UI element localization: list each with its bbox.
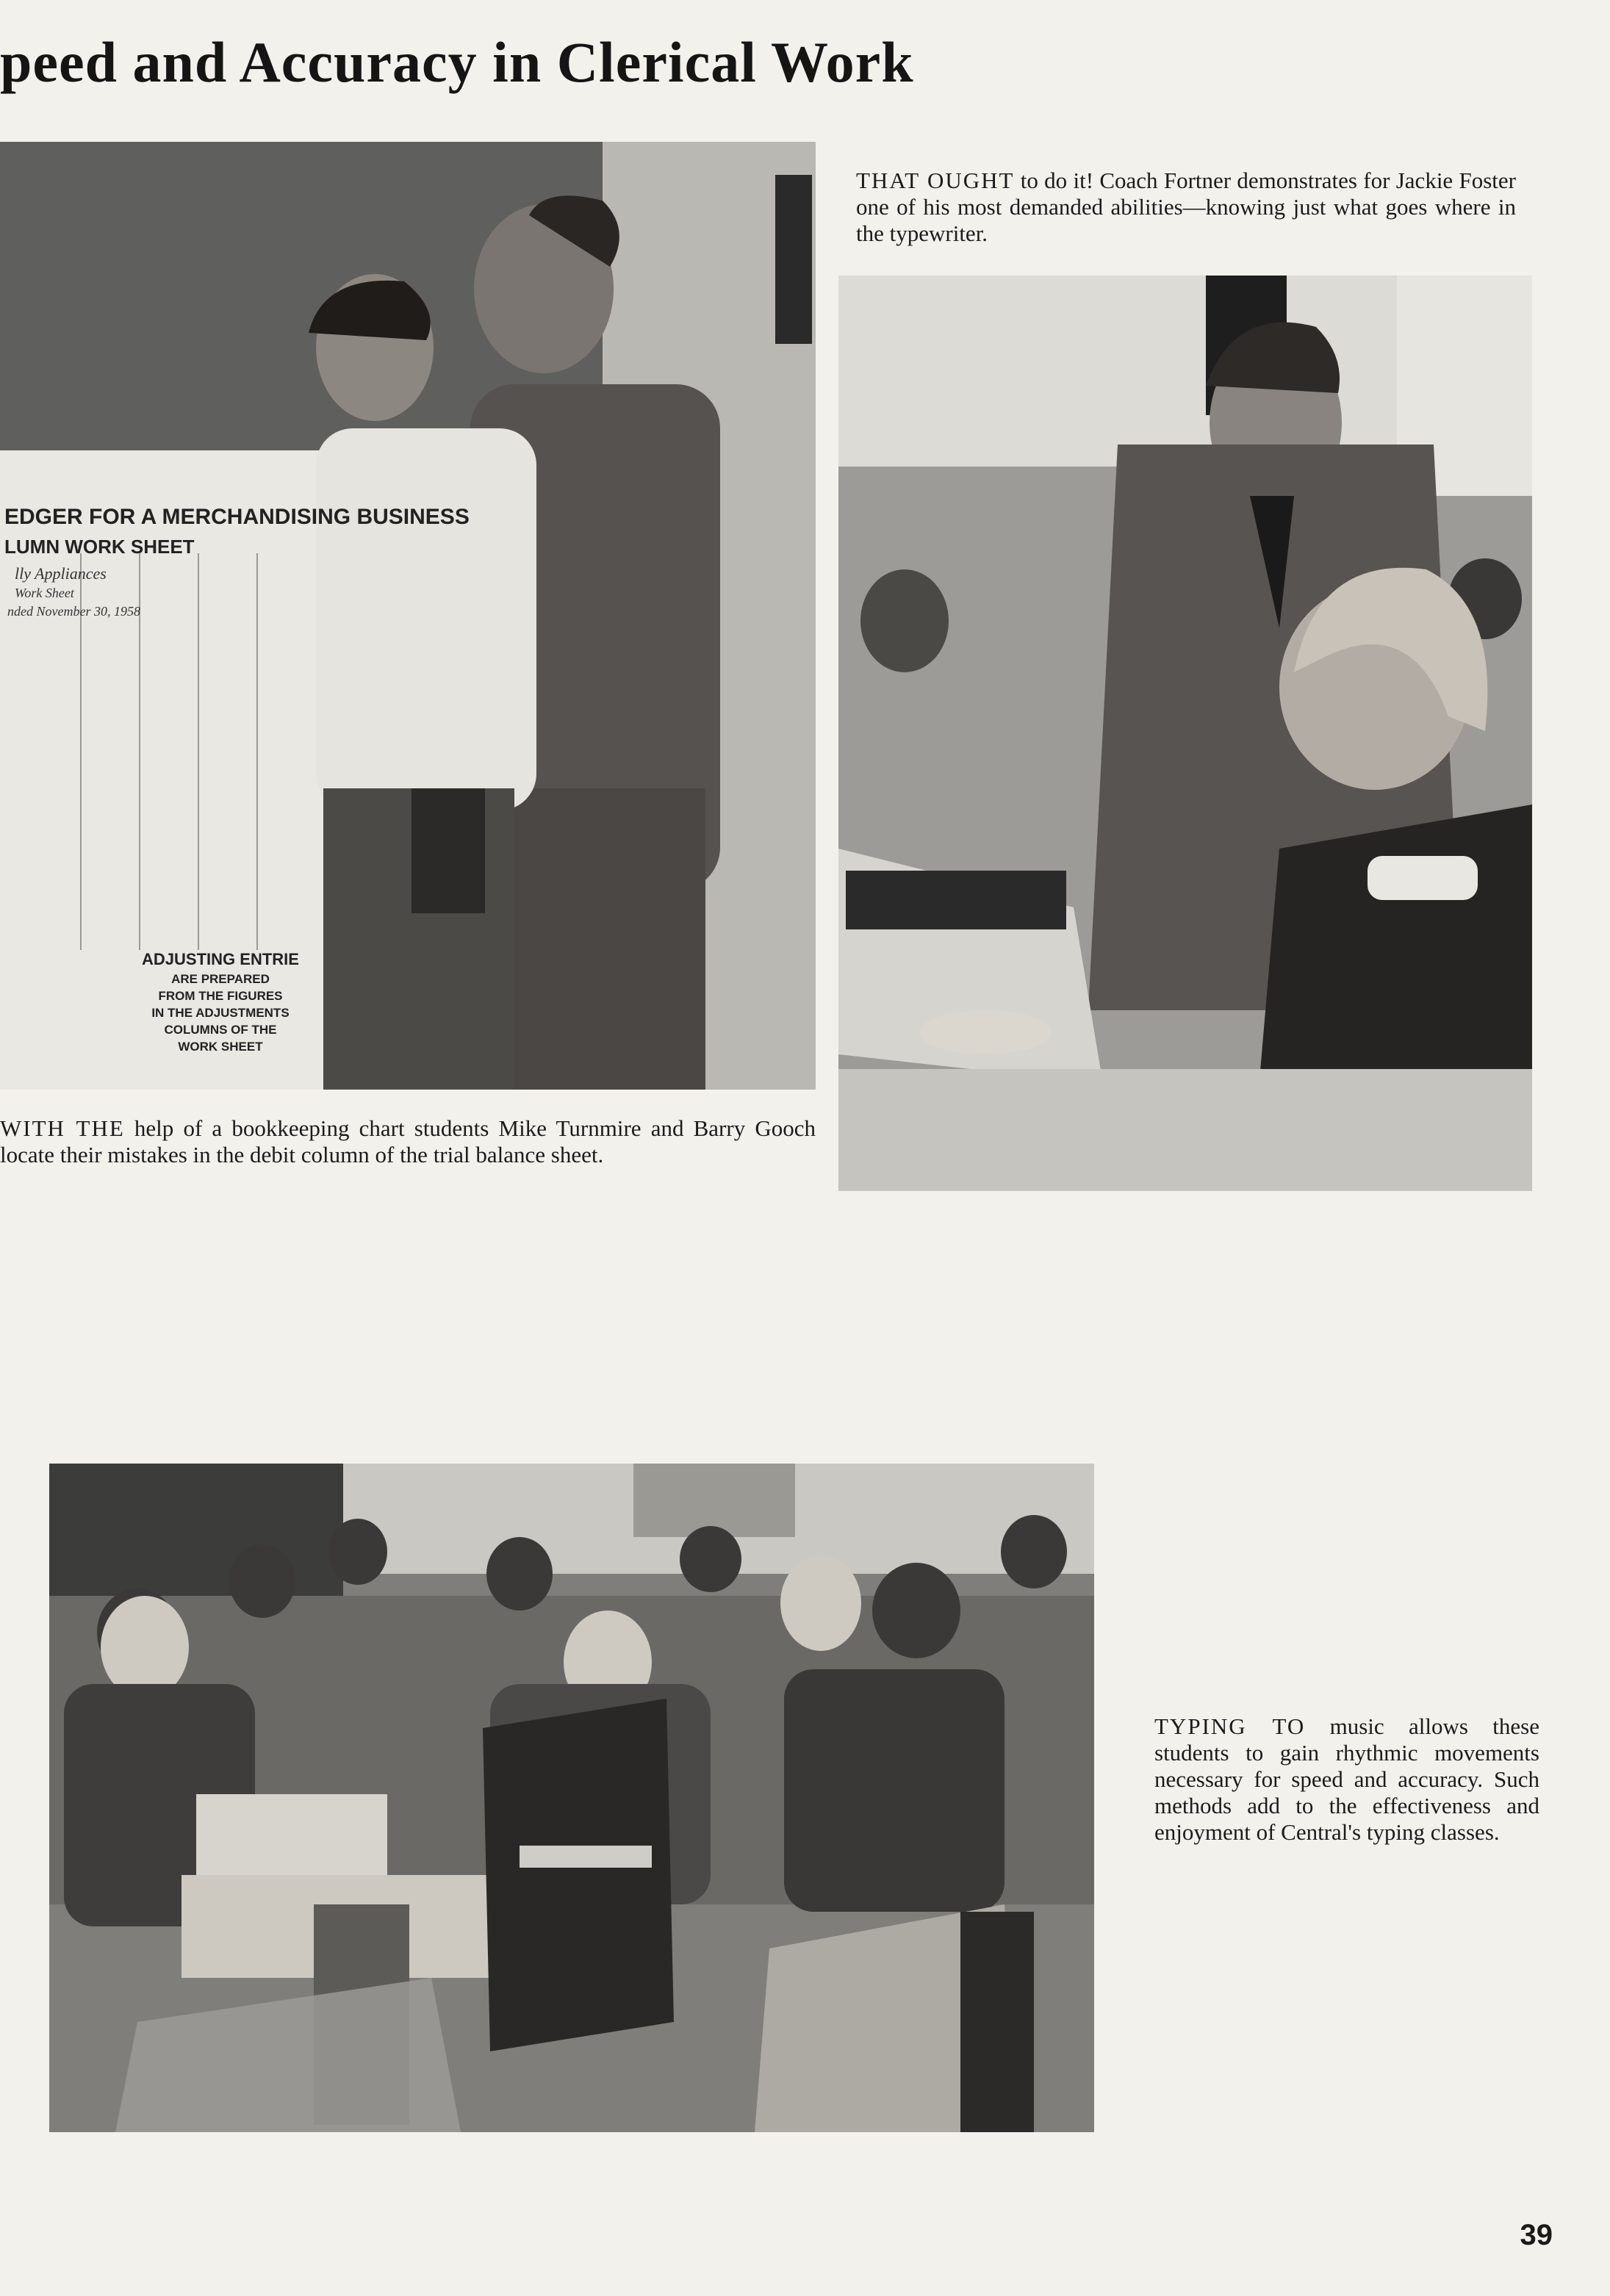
caption-typewriter-lead: THAT OUGHT — [856, 168, 1015, 193]
page-headline: peed and Accuracy in Clerical Work — [0, 30, 914, 94]
poster-adjusting-2: ARE PREPARED — [171, 972, 270, 986]
caption-bookkeeping — [0, 1115, 816, 1168]
photo-typewriter-demonstration — [838, 276, 1532, 1191]
poster-sheet: Work Sheet — [15, 586, 74, 600]
poster-subtitle: LUMN WORK SHEET — [4, 536, 195, 558]
photo-typing-class — [49, 1464, 1094, 2132]
poster-company: lly Appliances — [15, 564, 107, 583]
poster-adjusting-6: WORK SHEET — [178, 1040, 263, 1054]
photo-bookkeeping-chart — [0, 142, 816, 1090]
caption-typing-music — [1154, 1713, 1539, 1846]
caption-bookkeeping-lead: WITH THE — [0, 1115, 125, 1141]
poster-adjusting-5: COLUMNS OF THE — [164, 1023, 277, 1037]
page-number: 39 — [1520, 2219, 1553, 2251]
caption-typewriter — [856, 168, 1516, 247]
poster-adjusting-3: FROM THE FIGURES — [158, 989, 283, 1003]
poster-date: nded November 30, 1958 — [7, 604, 140, 619]
caption-typewriter-body: to do it! Coach Fortner demonstrates for Jackie Foster one of his most demanded abilities—knowing just what goes where in the typewriter. — [856, 168, 1516, 246]
poster-adjusting-1: ADJUSTING ENTRIE — [142, 950, 299, 968]
poster-adjusting-4: IN THE ADJUSTMENTS — [151, 1006, 290, 1020]
caption-typing-body: music allows these students to gain rhythmic movements necessary for speed and accuracy. Such methods add to the effectiveness and enjoyment of Central's typing classes. — [1154, 1713, 1539, 1845]
caption-typing-lead: TYPING TO — [1154, 1713, 1306, 1739]
caption-bookkeeping-body: help of a bookkeeping chart students Mike Turnmire and Barry Gooch locate their mistakes in the debit column of the trial balance sheet. — [0, 1115, 816, 1167]
poster-title: EDGER FOR A MERCHANDISING BUSINESS — [4, 505, 470, 529]
